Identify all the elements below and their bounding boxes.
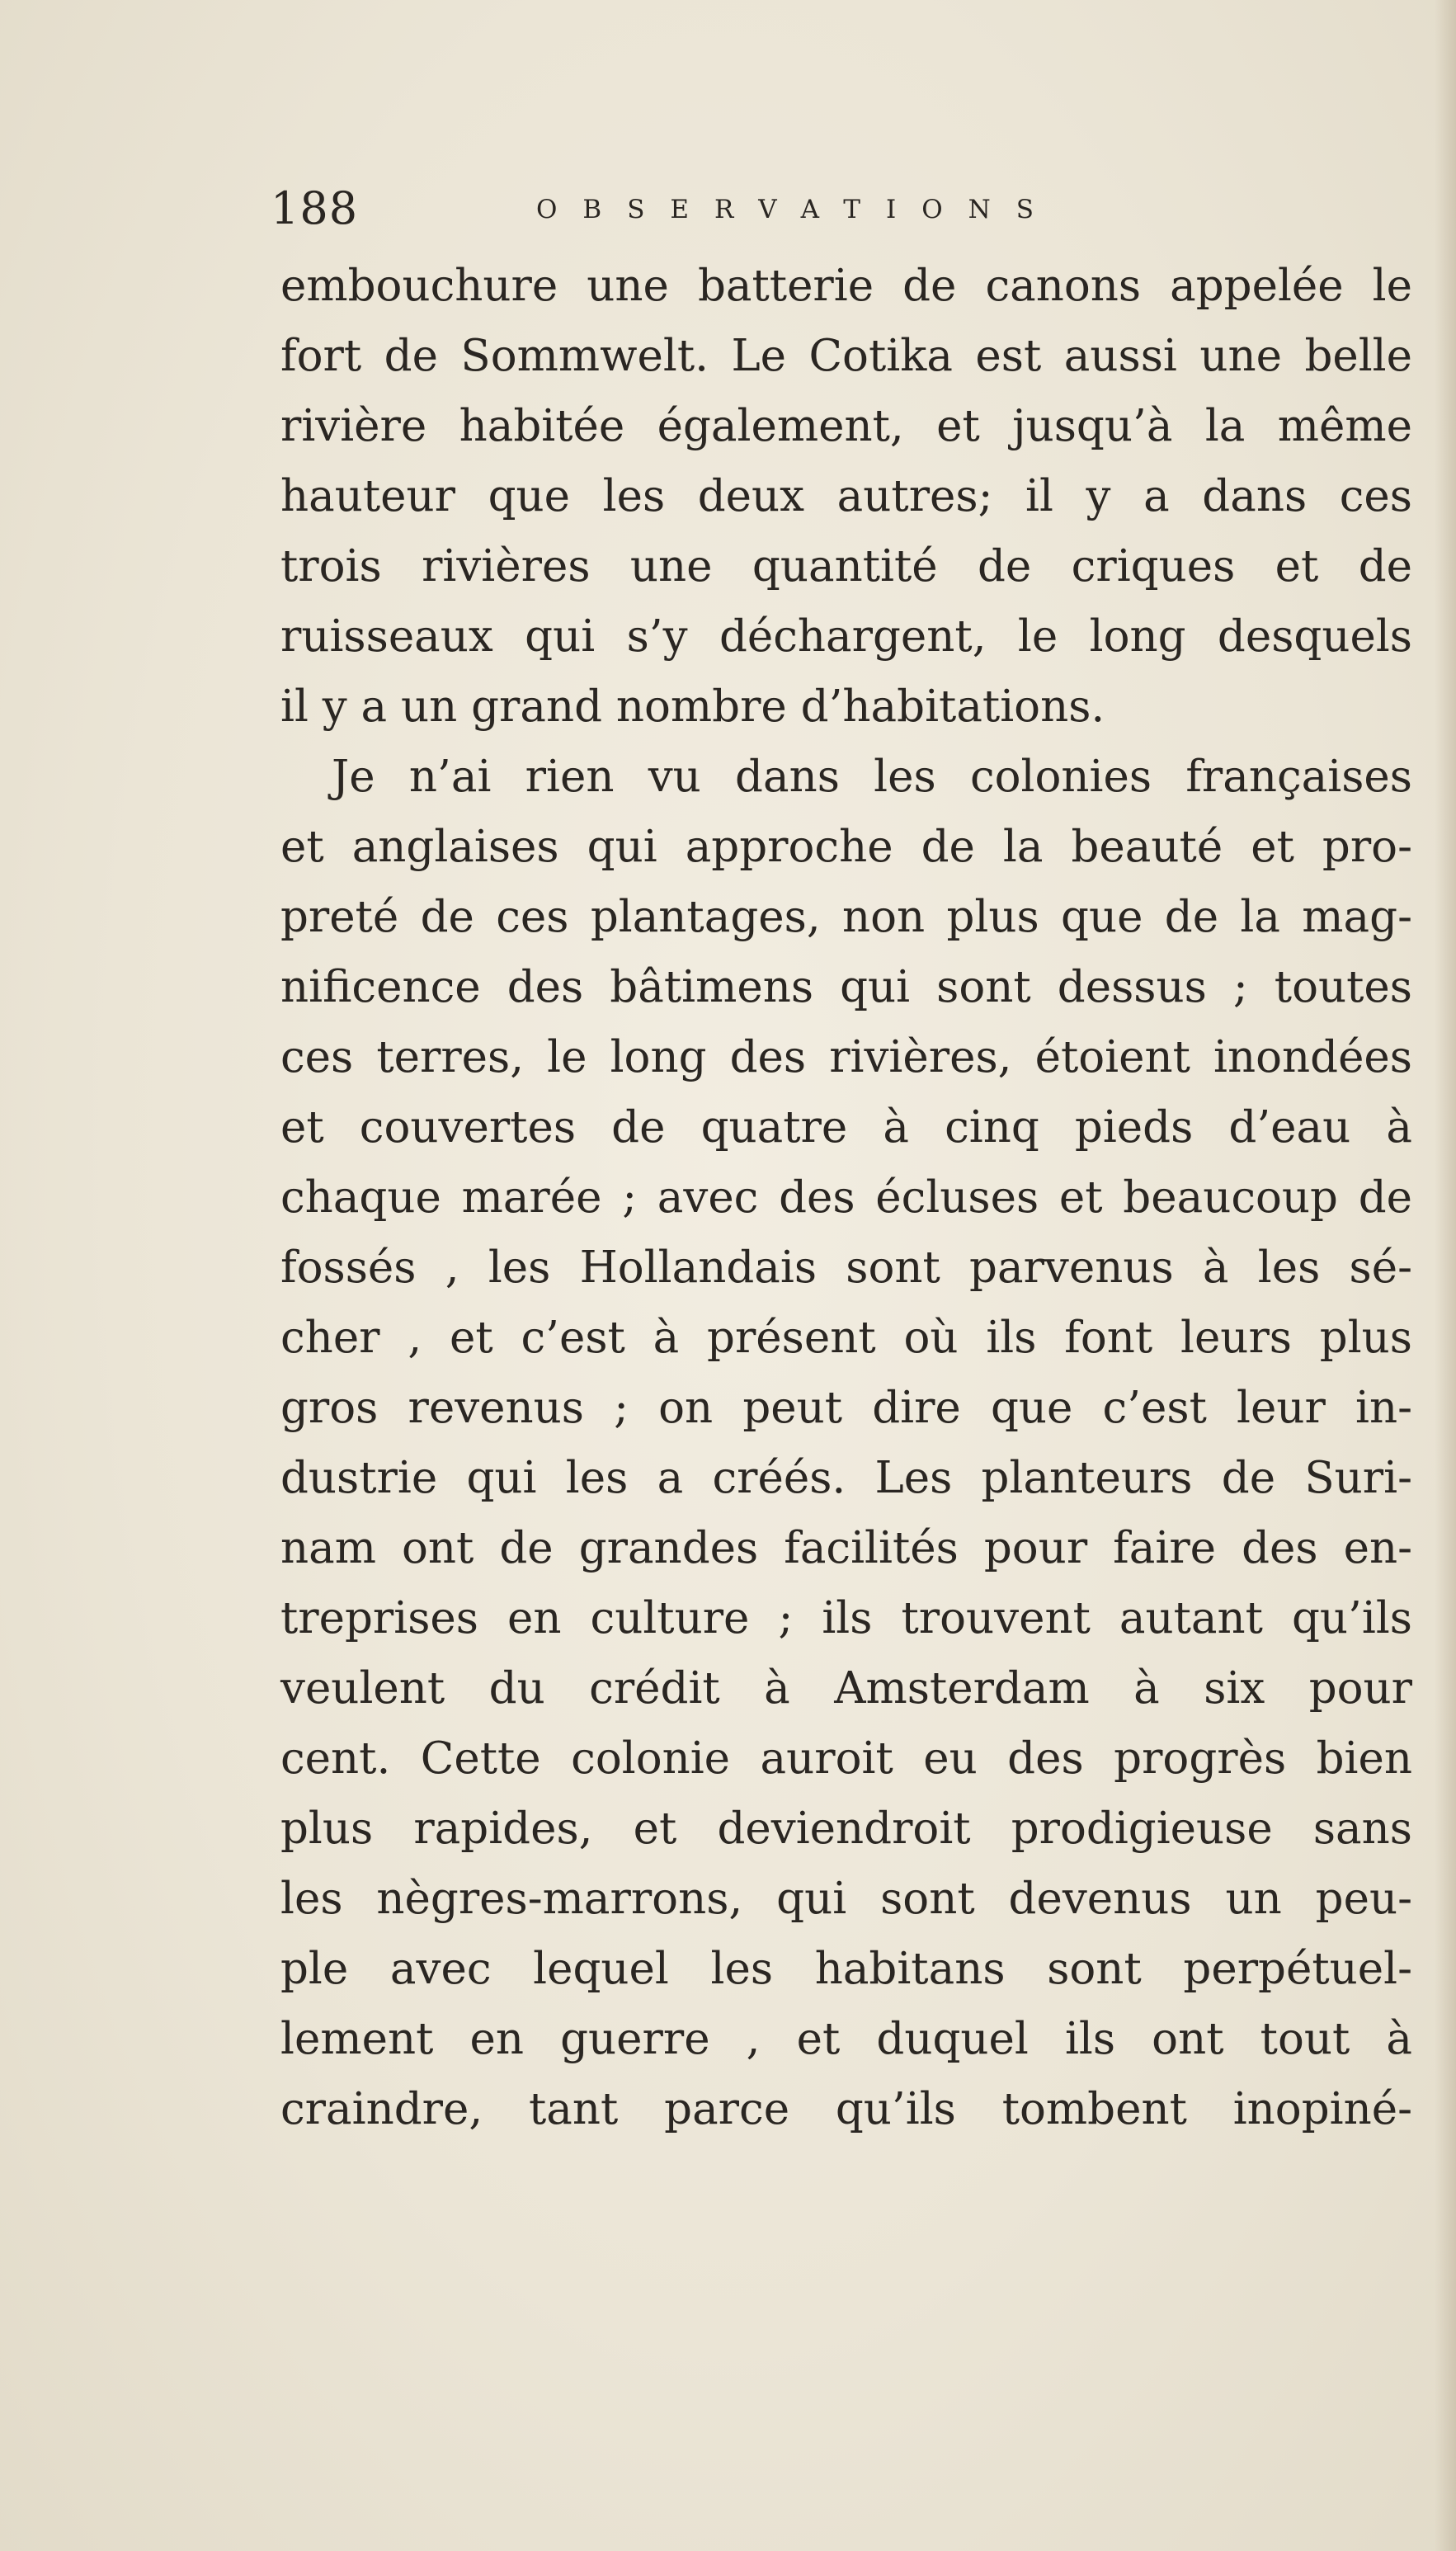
text-line: dustrie qui les a créés. Les planteurs de Suri- xyxy=(280,1453,1412,1503)
text-line: fort de Sommwelt. Le Cotika est aussi une belle xyxy=(280,331,1412,381)
text-line: nificence des bâtimens qui sont dessus ; toutes xyxy=(280,962,1412,1012)
text-line: et anglaises qui approche de la beauté et pro- xyxy=(280,822,1412,872)
text-line: cent. Cette colonie auroit eu des progrès bien xyxy=(280,1733,1412,1784)
page-header xyxy=(271,180,1425,238)
text-line: chaque marée ; avec des écluses et beaucoup de xyxy=(280,1172,1412,1223)
body-text xyxy=(280,251,1412,2144)
text-line: plus rapides, et deviendroit prodigieuse sans xyxy=(280,1804,1412,1854)
text-line: gros revenus ; on peut dire que c’est leur in- xyxy=(280,1383,1412,1433)
text-line: et couvertes de quatre à cinq pieds d’eau à xyxy=(280,1102,1412,1153)
text-line: fossés , les Hollandais sont parvenus à les sé- xyxy=(280,1242,1412,1293)
text-line: Je n’ai rien vu dans les colonies françaises xyxy=(332,752,1412,802)
text-line: lement en guerre , et duquel ils ont tout à xyxy=(280,2014,1412,2064)
text-line: il y a un grand nombre d’habitations. xyxy=(280,681,1105,732)
text-line: preté de ces plantages, non plus que de la mag- xyxy=(280,892,1412,942)
running-head: OBSERVATIONS xyxy=(536,195,1059,224)
text-line: ruisseaux qui s’y déchargent, le long desquels xyxy=(280,611,1412,662)
text-line: rivière habitée également, et jusqu’à la même xyxy=(280,401,1412,451)
text-line: ple avec lequel les habitans sont perpétuel- xyxy=(280,1944,1412,1994)
text-line: nam ont de grandes facilités pour faire des en- xyxy=(280,1523,1412,1573)
text-line: veulent du crédit à Amsterdam à six pour xyxy=(280,1663,1412,1714)
text-line: trois rivières une quantité de criques et de xyxy=(280,541,1412,592)
text-line: hauteur que les deux autres; il y a dans ces xyxy=(280,471,1412,521)
page-edge-shadow xyxy=(1435,0,1456,2551)
text-line: treprises en culture ; ils trouvent autant qu’ils xyxy=(280,1593,1412,1643)
text-line: embouchure une batterie de canons appelée le xyxy=(280,261,1412,311)
page-number: 188 xyxy=(271,182,359,234)
text-line: cher , et c’est à présent où ils font leurs plus xyxy=(280,1313,1412,1363)
text-line: ces terres, le long des rivières, étoient inondées xyxy=(280,1032,1412,1082)
text-line: les nègres-marrons, qui sont devenus un peu- xyxy=(280,1874,1412,1924)
text-line: craindre, tant parce qu’ils tombent inopiné- xyxy=(280,2084,1412,2134)
